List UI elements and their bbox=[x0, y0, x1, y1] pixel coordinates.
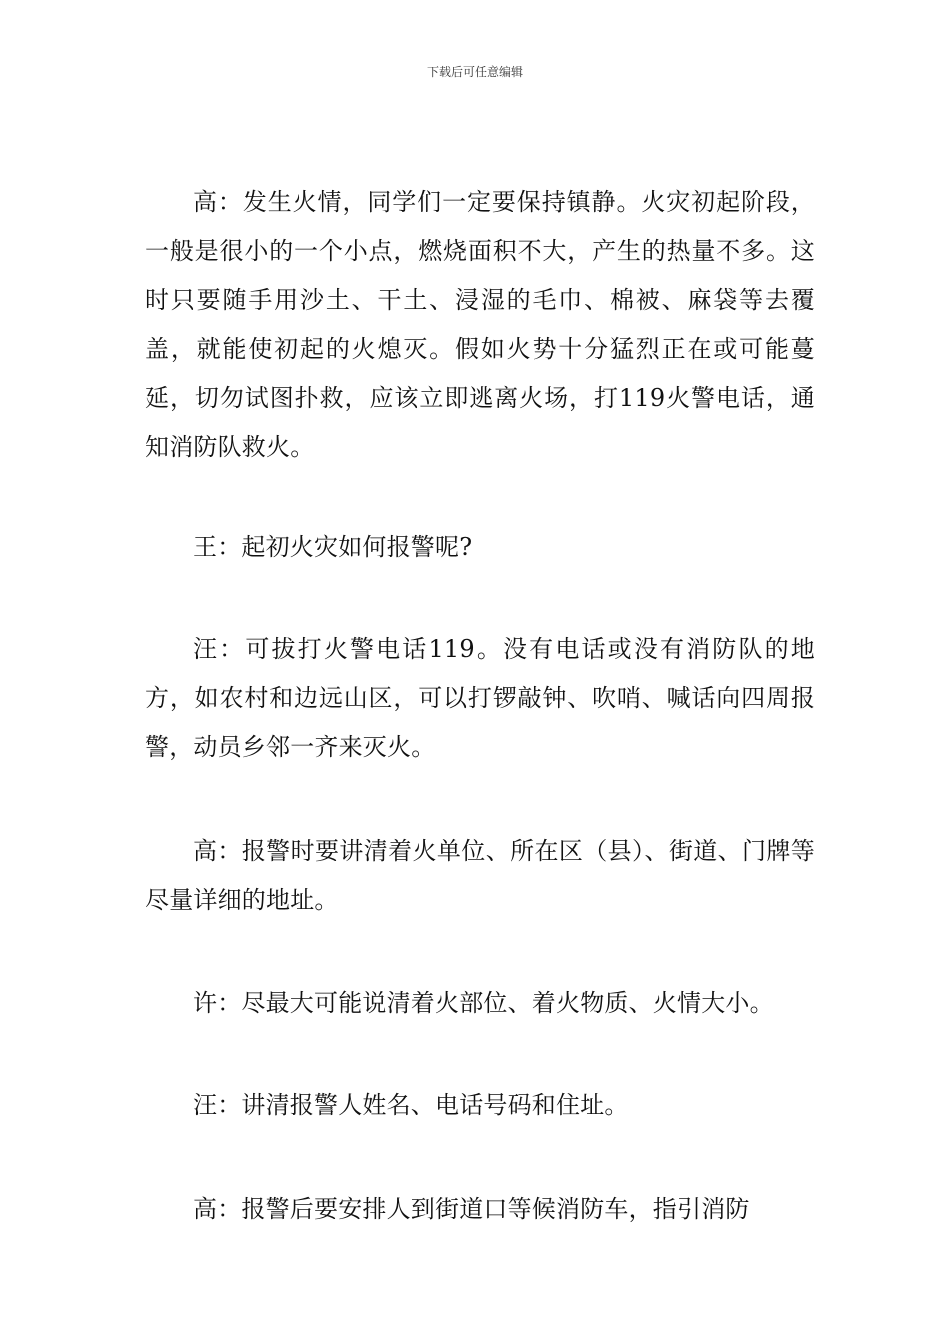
page-header: 下载后可任意编辑 bbox=[426, 65, 523, 79]
paragraph-spacer bbox=[145, 572, 815, 625]
paragraph-1: 高：发生火情，同学们一定要保持镇静。火灾初起阶段，一般是很小的一个小点，燃烧面积不大，产生的热量不多。这时只要随手用沙土、干土、浸湿的毛巾、棉被、麻袋等去覆盖，就能使初起的火熄灭。假如火势十分猛烈正在或可能蔓延，切勿试图扑救，应该立即逃离火场，打119火警电话，通知消防队救火。 bbox=[145, 188, 815, 461]
paragraph-6: 汪：讲清报警人姓名、电话号码和住址。 bbox=[193, 1091, 629, 1119]
paragraph-7: 高：报警后要安排人到街道口等候消防车，指引消防 bbox=[193, 1195, 750, 1223]
paragraph-5: 许：尽最大可能说清着火部位、着火物质、火情大小。 bbox=[193, 989, 774, 1017]
paragraph-3: 汪：可拔打火警电话119。没有电话或没有消防队的地方，如农村和边远山区，可以打锣敲钟、吹哨、喊话向四周报警，动员乡邻一齐来灭火。 bbox=[145, 635, 815, 761]
paragraph-4: 高：报警时要讲清着火单位、所在区（县）、街道、门牌等尽量详细的地址。 bbox=[145, 837, 815, 914]
document-body bbox=[145, 178, 815, 1234]
paragraph-spacer bbox=[145, 1028, 815, 1081]
paragraph-2: 王：起初火灾如何报警呢? bbox=[193, 533, 473, 561]
paragraph-spacer bbox=[145, 772, 815, 827]
paragraph-spacer bbox=[145, 1130, 815, 1185]
paragraph-spacer bbox=[145, 925, 815, 979]
paragraph-spacer bbox=[145, 472, 815, 523]
